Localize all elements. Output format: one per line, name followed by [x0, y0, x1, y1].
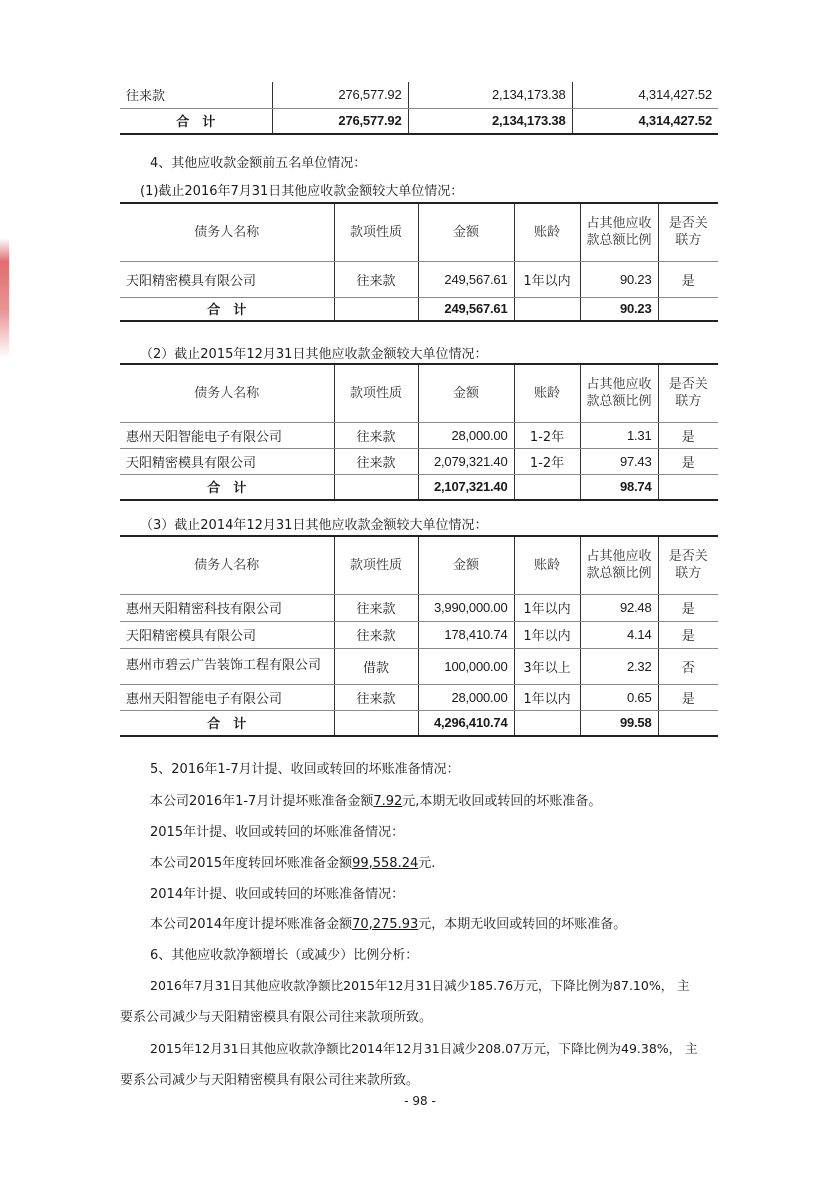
- cell-age: 1年以内: [514, 261, 580, 297]
- cell-amount: 178,410.74: [418, 621, 514, 648]
- paragraph-2016-analysis-line2: 要系公司减少与天阳精密模具有限公司往来款项所致。: [120, 1010, 433, 1025]
- section-5-title: 5、2016年1-7月计提、收回或转回的坏账准备情况：: [150, 762, 460, 777]
- table-row: [120, 594, 718, 621]
- cell-nature: 借款: [334, 648, 418, 684]
- table-row: [120, 261, 718, 297]
- header-ratio: 占其他应收款总额比例: [580, 203, 658, 261]
- text: 元.: [418, 856, 436, 871]
- cell-ratio: 90.23: [580, 297, 658, 321]
- cell-name: 惠州天阳智能电子有限公司: [120, 422, 334, 448]
- header-name: 债务人名称: [120, 536, 334, 594]
- cell-age: 1年以内: [514, 621, 580, 648]
- cell-age: 3年以上: [514, 648, 580, 684]
- header-row: [120, 364, 718, 422]
- header-row: [120, 203, 718, 261]
- empty-cell: [658, 297, 718, 321]
- total-row: [120, 108, 718, 134]
- header-related: 是否关联方: [658, 536, 718, 594]
- paragraph-2016-analysis-line1: 2016年7月31日其他应收款净额比2015年12月31日减少185.76万元，下降比例为87.10%， 主: [150, 978, 690, 993]
- underlined-amount: 99,558.24: [352, 856, 419, 871]
- empty-cell: [334, 710, 418, 736]
- underlined-amount: 70,275.93: [352, 917, 419, 932]
- cell-value: 2,134,173.38: [408, 82, 572, 108]
- total-row: [120, 710, 718, 736]
- section-6-title: 6、其他应收款净额增长（或减少）比例分析：: [150, 948, 419, 963]
- header-ratio: 占其他应收款总额比例: [580, 536, 658, 594]
- header-nature: 款项性质: [334, 536, 418, 594]
- header-row: [120, 536, 718, 594]
- cell-value: 2,134,173.38: [408, 108, 572, 134]
- cell-amount: 28,000.00: [418, 422, 514, 448]
- paragraph-2016-provision: [150, 790, 601, 809]
- text: 本公司2014年度计提坏账准备金额: [150, 917, 353, 932]
- total-label: 合 计: [120, 474, 334, 500]
- header-amount: 金额: [418, 536, 514, 594]
- empty-cell: [514, 710, 580, 736]
- cell-amount: 2,107,321.40: [418, 474, 514, 500]
- total-label: 合 计: [120, 108, 272, 134]
- table-row: [120, 648, 718, 684]
- cell-ratio: 4.14: [580, 621, 658, 648]
- table-1-caption: (1)截止2016年7月31日其他应收款金额较大单位情况：: [140, 184, 464, 199]
- cell-ratio: 97.43: [580, 448, 658, 474]
- cell-name: 天阳精密模具有限公司: [120, 261, 334, 297]
- cell-age: 1年以内: [514, 684, 580, 710]
- cell-value: 4,314,427.52: [572, 82, 718, 108]
- cell-nature: 往来款: [334, 448, 418, 474]
- subheading-2014: 2014年计提、收回或转回的坏账准备情况：: [150, 887, 405, 902]
- empty-cell: [658, 474, 718, 500]
- cell-nature: 往来款: [334, 684, 418, 710]
- cell-related: 是: [658, 594, 718, 621]
- text: 本公司2016年1-7月计提坏账准备金额: [150, 794, 374, 809]
- cell-amount: 249,567.61: [418, 261, 514, 297]
- total-label: 合 计: [120, 710, 334, 736]
- cell-name: 惠州天阳精密科技有限公司: [120, 594, 334, 621]
- empty-cell: [658, 710, 718, 736]
- cell-amount: 100,000.00: [418, 648, 514, 684]
- cell-related: 是: [658, 422, 718, 448]
- header-related: 是否关联方: [658, 364, 718, 422]
- empty-cell: [334, 297, 418, 321]
- empty-cell: [514, 297, 580, 321]
- cell-nature: 往来款: [334, 594, 418, 621]
- table-row: [120, 422, 718, 448]
- cell-ratio: 1.31: [580, 422, 658, 448]
- cell-related: 是: [658, 621, 718, 648]
- top-table: [120, 82, 718, 135]
- table-3-caption: （3）截止2014年12月31日其他应收款金额较大单位情况：: [140, 518, 488, 533]
- subheading-2015: 2015年计提、收回或转回的坏账准备情况：: [150, 825, 405, 840]
- cell-age: 1年以内: [514, 594, 580, 621]
- row-label: 往来款: [120, 82, 272, 108]
- cell-value: 276,577.92: [272, 82, 408, 108]
- paragraph-2014-provision: [150, 913, 626, 932]
- cell-nature: 往来款: [334, 261, 418, 297]
- cell-related: 是: [658, 261, 718, 297]
- cell-value: 276,577.92: [272, 108, 408, 134]
- red-seal-edge: [0, 238, 9, 358]
- header-name: 债务人名称: [120, 364, 334, 422]
- header-age: 账龄: [514, 364, 580, 422]
- paragraph-2015-analysis-line2: 要系公司减少与天阳精密模具有限公司往来款所致。: [120, 1073, 420, 1088]
- cell-ratio: 90.23: [580, 261, 658, 297]
- cell-ratio: 92.48: [580, 594, 658, 621]
- cell-ratio: 2.32: [580, 648, 658, 684]
- cell-nature: 往来款: [334, 422, 418, 448]
- total-label: 合 计: [120, 297, 334, 321]
- table-2015: [120, 363, 718, 501]
- cell-name: 天阳精密模具有限公司: [120, 448, 334, 474]
- table-2016: [120, 202, 718, 322]
- text: 元,本期无收回或转回的坏账准备。: [402, 794, 602, 809]
- cell-amount: 2,079,321.40: [418, 448, 514, 474]
- header-nature: 款项性质: [334, 364, 418, 422]
- table-2014: [120, 535, 718, 737]
- cell-related: 是: [658, 684, 718, 710]
- cell-name: 惠州天阳智能电子有限公司: [120, 684, 334, 710]
- cell-amount: 3,990,000.00: [418, 594, 514, 621]
- header-age: 账龄: [514, 203, 580, 261]
- cell-nature: 往来款: [334, 621, 418, 648]
- section-4-title: 4、其他应收款金额前五名单位情况：: [150, 156, 367, 171]
- header-amount: 金额: [418, 364, 514, 422]
- empty-cell: [334, 474, 418, 500]
- cell-amount: 249,567.61: [418, 297, 514, 321]
- paragraph-2015-analysis-line1: 2015年12月31日其他应收款净额比2014年12月31日减少208.07万元，下降比例为49.38%， 主: [150, 1041, 698, 1056]
- header-name: 债务人名称: [120, 203, 334, 261]
- table-2-caption: （2）截止2015年12月31日其他应收款金额较大单位情况：: [140, 347, 488, 362]
- table-row: [120, 621, 718, 648]
- total-row: [120, 474, 718, 500]
- table-row: [120, 82, 718, 108]
- table-row: [120, 448, 718, 474]
- cell-name: 惠州市碧云广告装饰工程有限公司: [120, 648, 334, 684]
- empty-cell: [514, 474, 580, 500]
- cell-ratio: 0.65: [580, 684, 658, 710]
- table-row: [120, 684, 718, 710]
- text: 本公司2015年度转回坏账准备金额: [150, 856, 353, 871]
- header-amount: 金额: [418, 203, 514, 261]
- cell-amount: 4,296,410.74: [418, 710, 514, 736]
- header-nature: 款项性质: [334, 203, 418, 261]
- underlined-amount: 7.92: [373, 794, 403, 809]
- cell-value: 4,314,427.52: [572, 108, 718, 134]
- cell-age: 1-2年: [514, 422, 580, 448]
- header-ratio: 占其他应收款总额比例: [580, 364, 658, 422]
- cell-name: 天阳精密模具有限公司: [120, 621, 334, 648]
- total-row: [120, 297, 718, 321]
- cell-amount: 28,000.00: [418, 684, 514, 710]
- cell-related: 是: [658, 448, 718, 474]
- cell-age: 1-2年: [514, 448, 580, 474]
- text: 元，本期无收回或转回的坏账准备。: [418, 917, 627, 932]
- header-related: 是否关联方: [658, 203, 718, 261]
- paragraph-2015-reversal: [150, 852, 435, 871]
- page-number: - 98 -: [404, 1094, 436, 1108]
- cell-ratio: 98.74: [580, 474, 658, 500]
- cell-ratio: 99.58: [580, 710, 658, 736]
- cell-related: 否: [658, 648, 718, 684]
- header-age: 账龄: [514, 536, 580, 594]
